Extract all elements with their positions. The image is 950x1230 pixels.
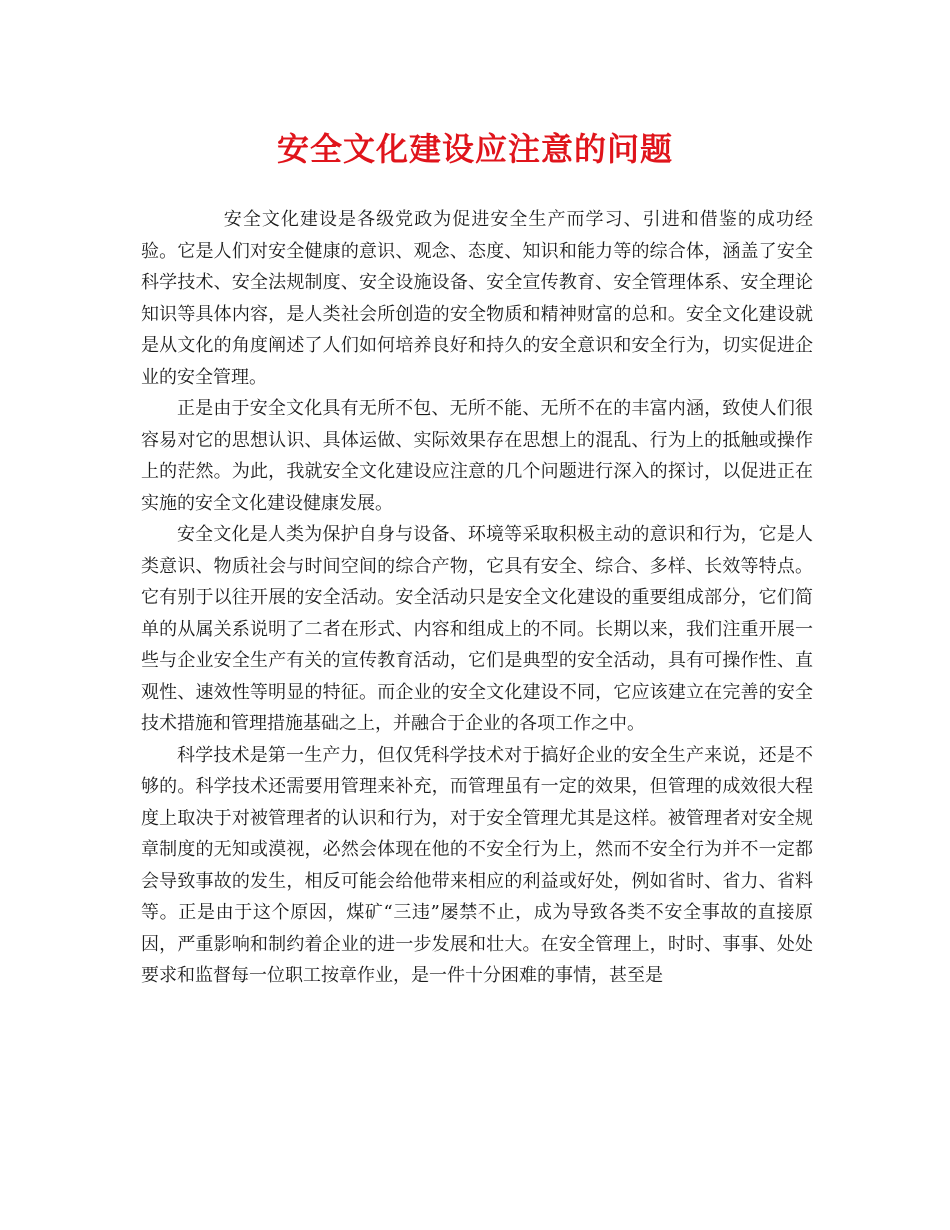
document-body — [141, 204, 813, 992]
paragraph-2: 正是由于安全文化具有无所不包、无所不能、无所不在的丰富内涵，致使人们很容易对它的思想认识、具体运做、实际效果存在思想上的混乱、行为上的抵触或操作上的茫然。为此，我就安全文化建设应注意的几个问题进行深入的探讨，以促进正在实施的安全文化建设健康发展。 — [141, 398, 813, 514]
paragraph-4: 科学技术是第一生产力，但仅凭科学技术对于搞好企业的安全生产来说，还是不够的。科学技术还需要用管理来补充，而管理虽有一定的效果，但管理的成效很大程度上取决于对被管理者的认识和行为，对于安全管理尤其是这样。被管理者对安全规章制度的无知或漠视，必然会体现在他的不安全行为上，然而不安全行为并不一定都会导致事故的发生，相反可能会给他带来相应的利益或好处，例如省时、省力、省料等。正是由于这个原因，煤矿“三违”屡禁不止，成为导致各类不安全事故的直接原因，严重影响和制约着企业的进一步发展和壮大。在安全管理上，时时、事事、处处要求和监督每一位职工按章作业，是一件十分困难的事情，甚至是 — [141, 744, 813, 986]
document-title: 安全文化建设应注意的问题 — [276, 130, 673, 168]
paragraph-1: 安全文化建设是各级党政为促进安全生产而学习、引进和借鉴的成功经验。它是人们对安全健康的意识、观念、态度、知识和能力等的综合体，涵盖了安全科学技术、安全法规制度、安全设施设备、安全宣传教育、安全管理体系、安全理论知识等具体内容，是人类社会所创造的安全物质和精神财富的总和。安全文化建设就是从文化的角度阐述了人们如何培养良好和持久的安全意识和安全行为，切实促进企业的安全管理。 — [141, 209, 813, 388]
paragraph-3: 安全文化是人类为保护自身与设备、环境等采取积极主动的意识和行为，它是人类意识、物质社会与时间空间的综合产物，它具有安全、综合、多样、长效等特点。它有别于以往开展的安全活动。安全活动只是安全文化建设的重要组成部分，它们简单的从属关系说明了二者在形式、内容和组成上的不同。长期以来，我们注重开展一些与企业安全生产有关的宣传教育活动，它们是典型的安全活动，具有可操作性、直观性、速效性等明显的特征。而企业的安全文化建设不同，它应该建立在完善的安全技术措施和管理措施基础之上，并融合于企业的各项工作之中。 — [141, 524, 813, 734]
